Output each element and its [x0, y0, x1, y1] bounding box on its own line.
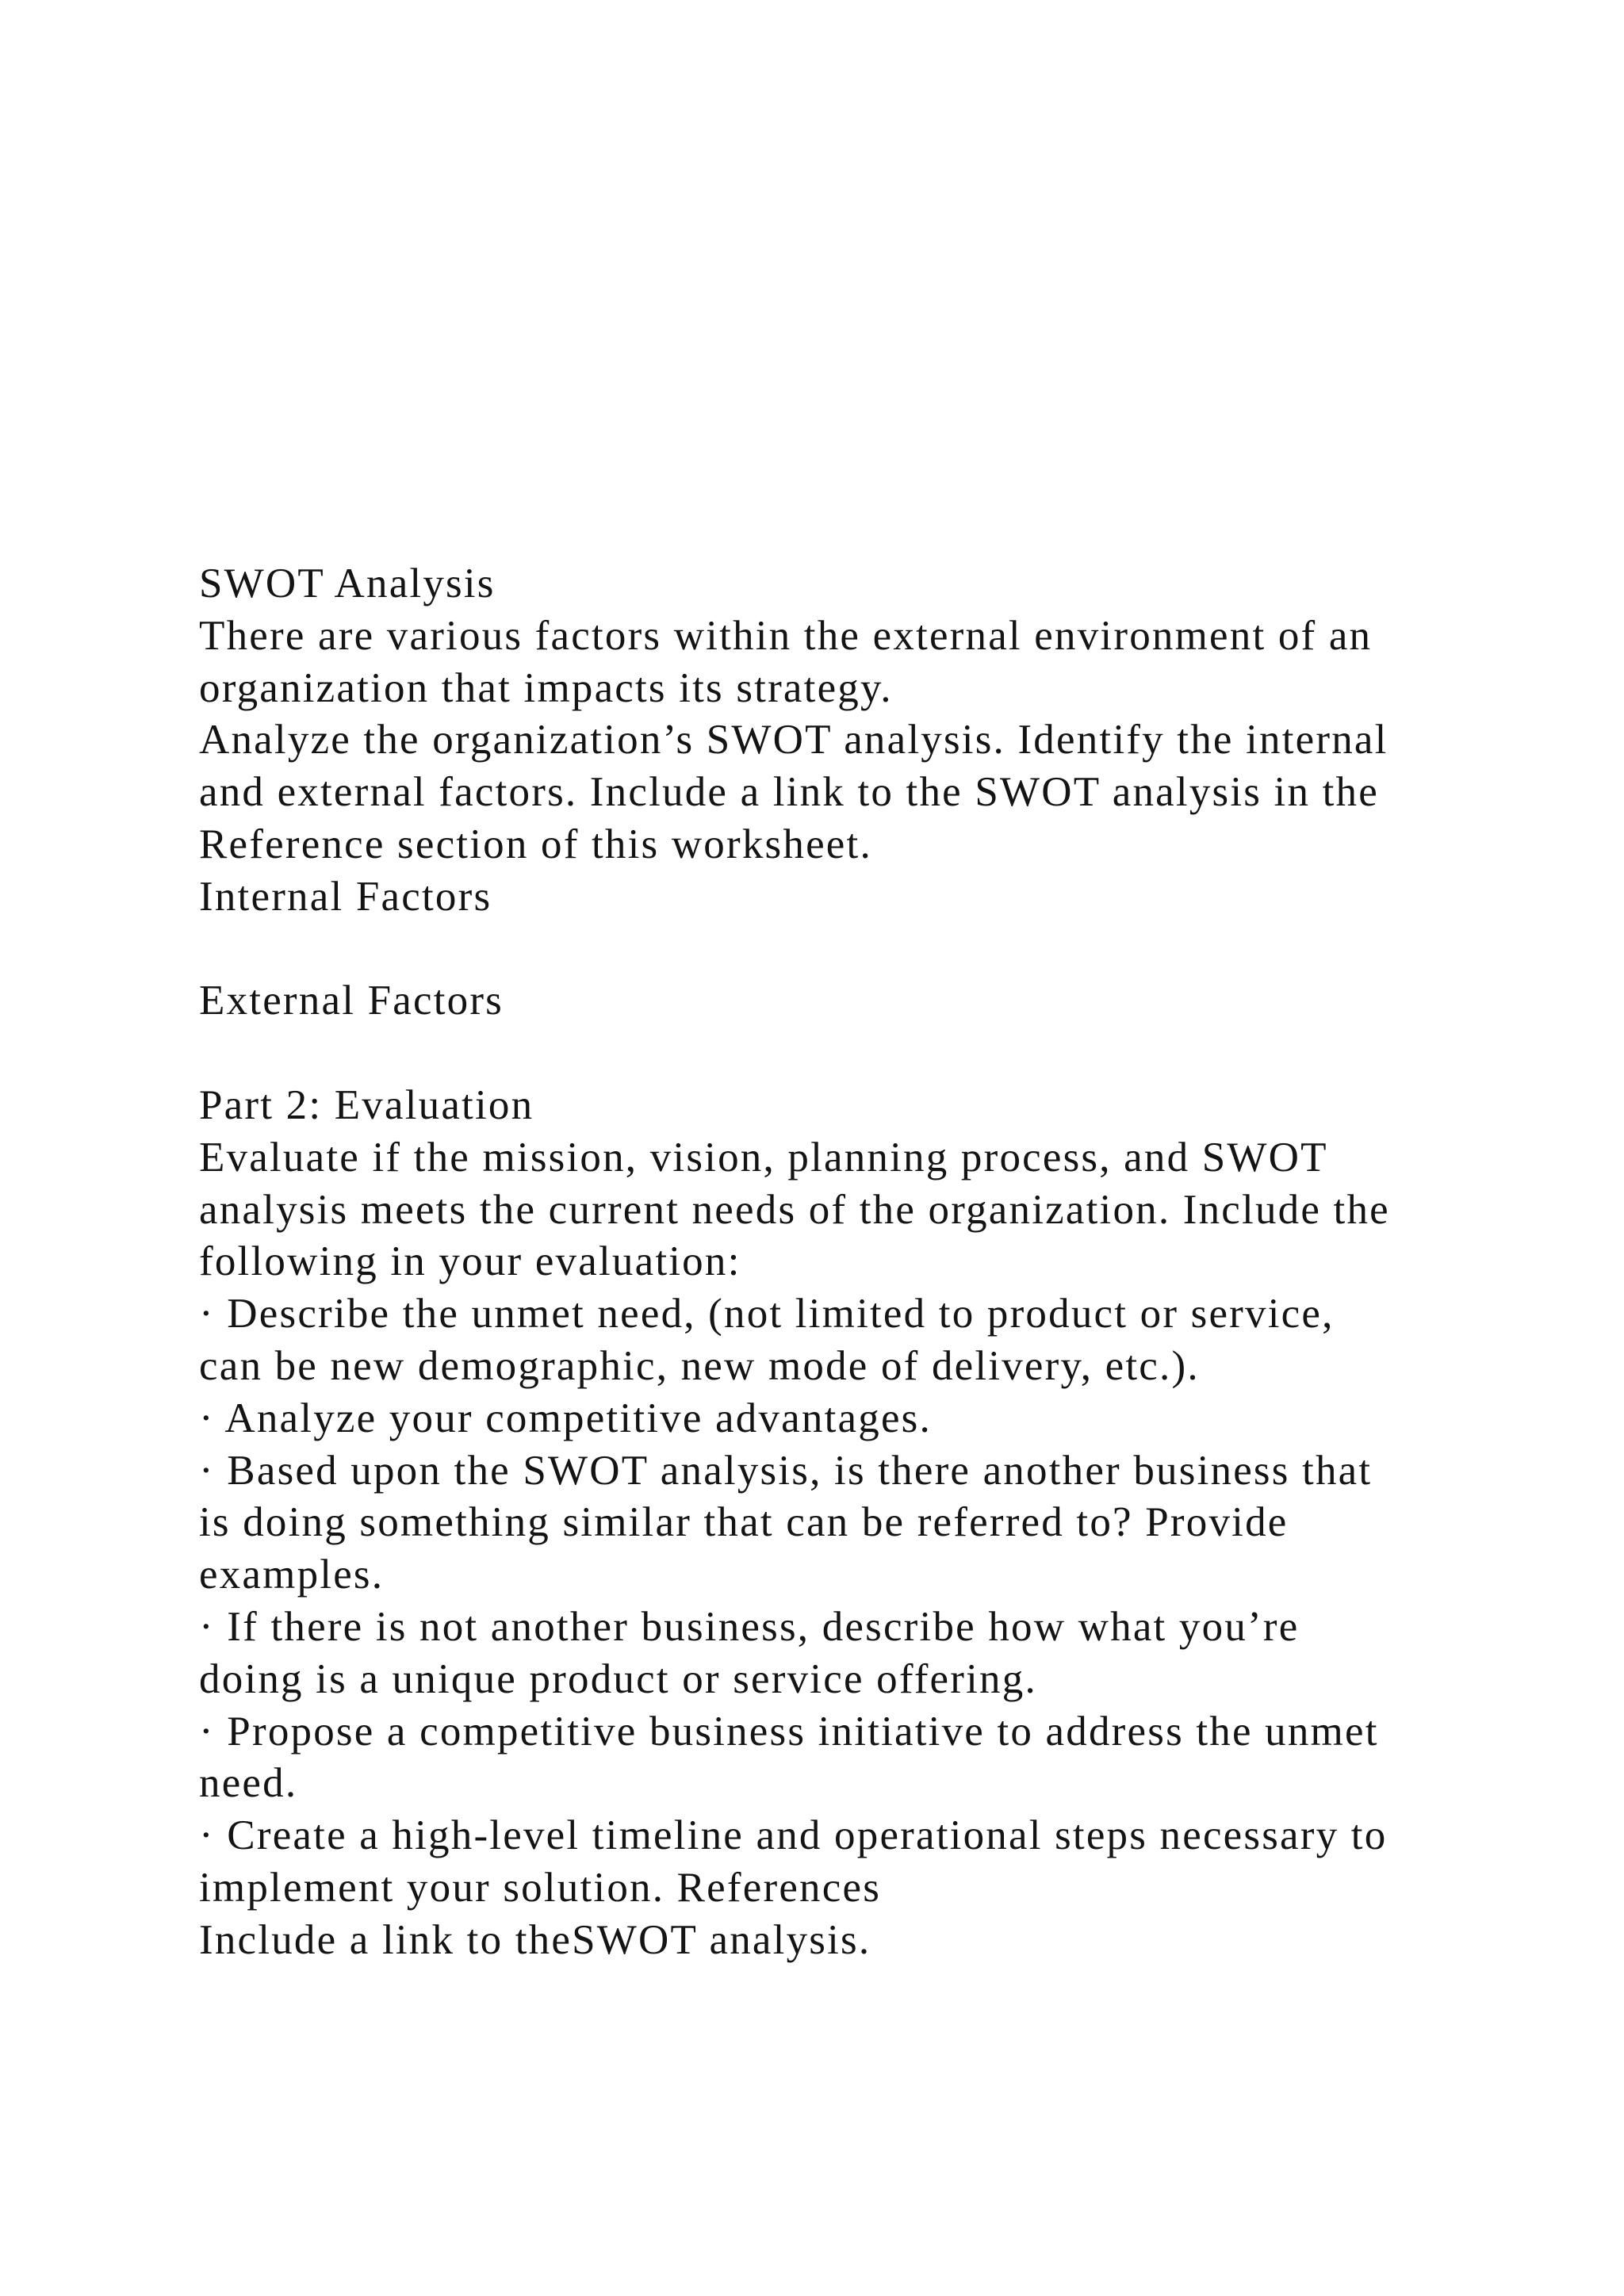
bullet-line: · Based upon the SWOT analysis, is there another business that	[199, 1447, 1373, 1494]
bullet-line: · Describe the unmet need, (not limited to product or service,	[199, 1291, 1335, 1337]
bullet-line: · If there is not another business, describe how what you’re	[199, 1603, 1300, 1650]
document-body	[199, 558, 1547, 1967]
intro-line: Reference section of this worksheet.	[199, 821, 872, 867]
intro-line: and external factors. Include a link to the SWOT analysis in the	[199, 769, 1379, 816]
blank-line	[199, 924, 1547, 976]
bullet-line: examples.	[199, 1552, 385, 1598]
closing-line: Include a link to theSWOT analysis.	[199, 1916, 871, 1963]
intro-line: There are various factors within the external environment of an	[199, 612, 1373, 659]
document-title: SWOT Analysis	[199, 561, 496, 607]
part2-heading: Part 2: Evaluation	[199, 1081, 534, 1128]
bullet-line: can be new demographic, new mode of delivery, etc.).	[199, 1342, 1200, 1389]
bullet-line: · Create a high-level timeline and operational steps necessary to	[199, 1812, 1388, 1859]
part2-intro-line: analysis meets the current needs of the organization. Include the	[199, 1186, 1390, 1233]
part2-intro-line: following in your evaluation:	[199, 1238, 741, 1285]
bullet-line: · Propose a competitive business initiative to address the unmet	[199, 1708, 1379, 1755]
internal-factors-heading: Internal Factors	[199, 873, 492, 920]
external-factors-heading: External Factors	[199, 978, 504, 1024]
bullet-line: is doing something similar that can be referred to? Provide	[199, 1499, 1289, 1546]
bullet-line: · Analyze your competitive advantages.	[199, 1395, 932, 1441]
bullet-line: need.	[199, 1760, 298, 1807]
bullet-line: implement your solution. References	[199, 1864, 882, 1911]
intro-line: Analyze the organization’s SWOT analysis. Identify the internal	[199, 717, 1388, 763]
intro-line: organization that impacts its strategy.	[199, 664, 893, 711]
bullet-line: doing is a unique product or service offering.	[199, 1655, 1037, 1702]
part2-intro-line: Evaluate if the mission, vision, planning process, and SWOT	[199, 1134, 1328, 1181]
blank-line	[199, 1027, 1547, 1080]
